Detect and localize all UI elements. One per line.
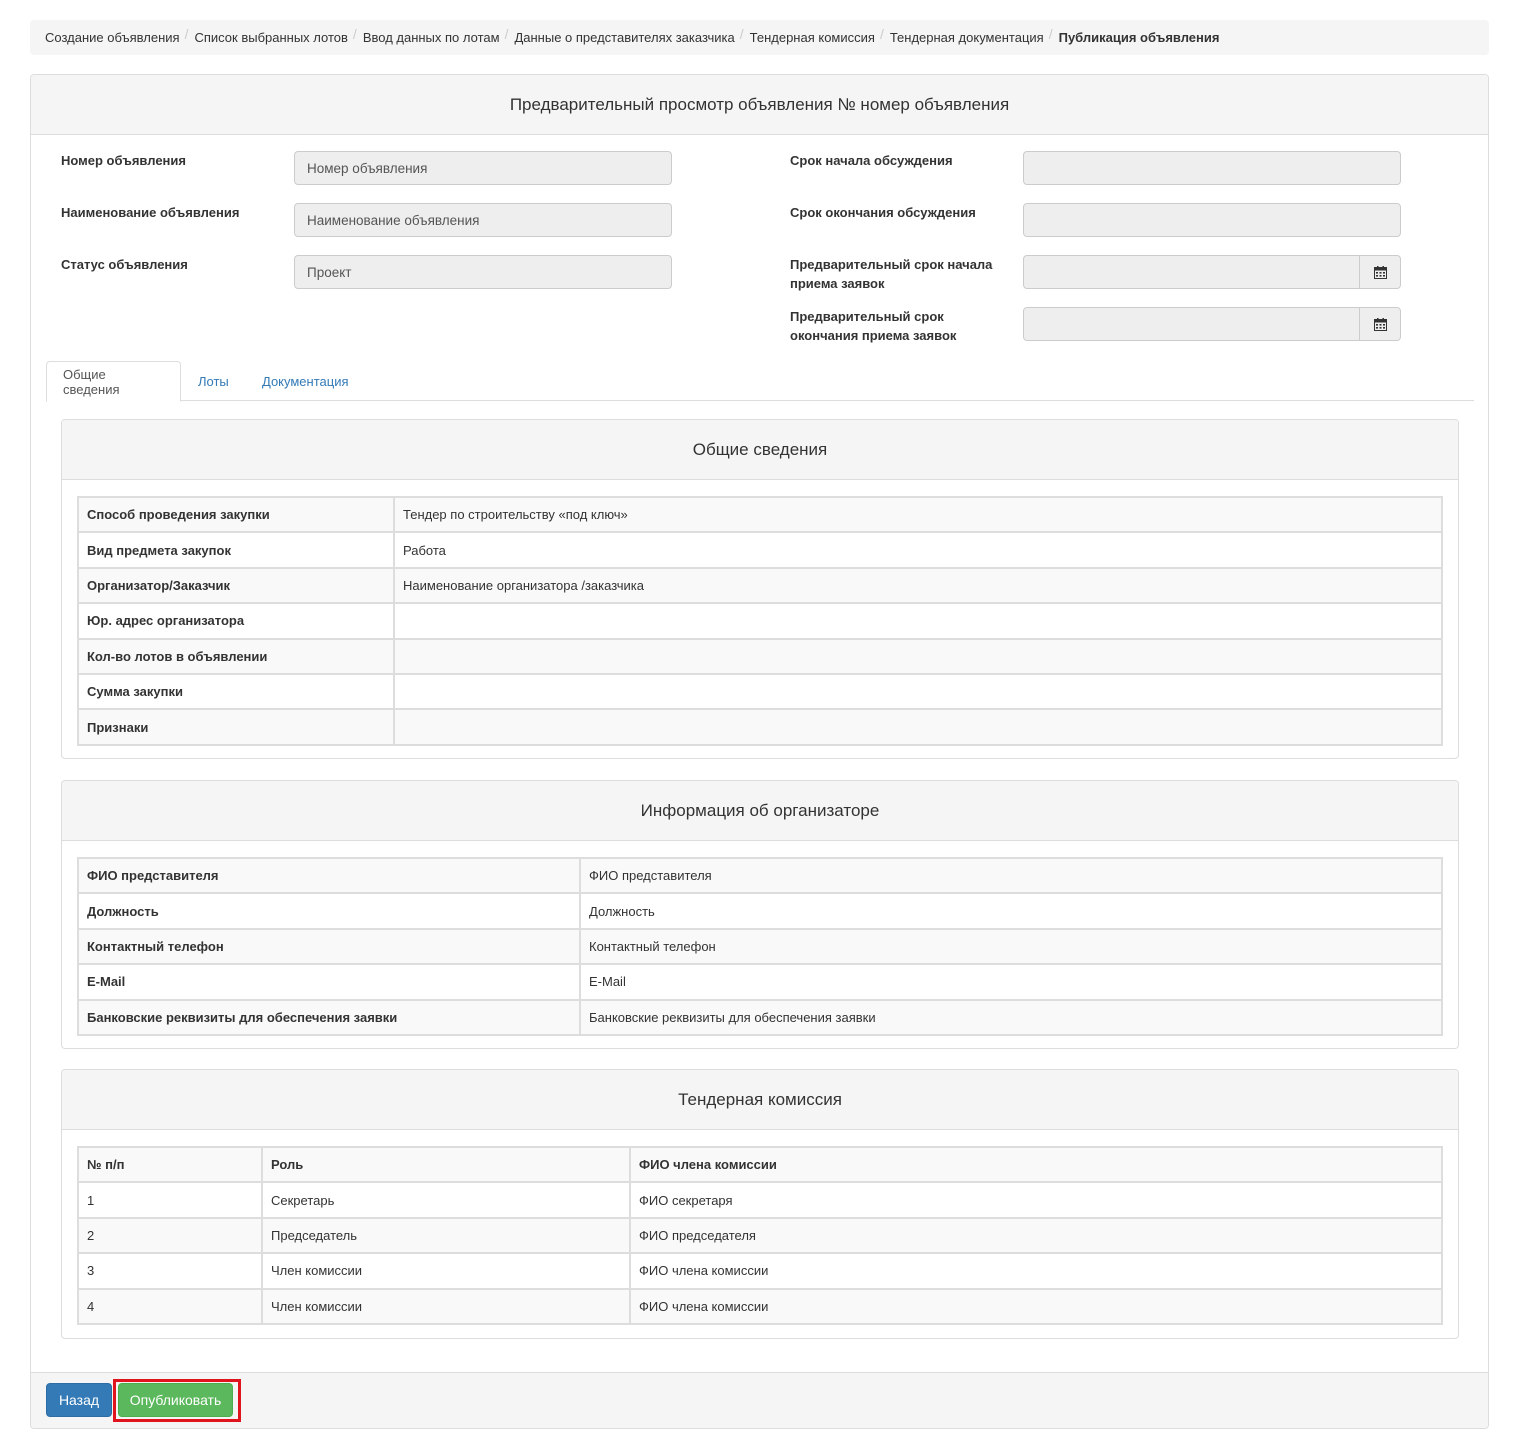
page-title: Предварительный просмотр объявления № номер объявления xyxy=(31,75,1488,135)
breadcrumb-step-selected-lots[interactable]: Список выбранных лотов xyxy=(194,30,348,45)
organizer-info-table xyxy=(77,857,1443,1036)
row-label: Сумма закупки xyxy=(78,674,394,709)
row-value: Тендер по строительству «под ключ» xyxy=(394,497,1442,532)
publish-button[interactable]: Опубликовать xyxy=(118,1383,233,1417)
row-label: Должность xyxy=(78,893,580,928)
table-row xyxy=(78,532,1442,567)
pre-start-calendar-button[interactable] xyxy=(1360,255,1401,289)
general-info-table xyxy=(77,496,1443,746)
tab-bar xyxy=(46,361,1474,401)
breadcrumb-step-documentation[interactable]: Тендерная документация xyxy=(889,30,1044,45)
row-label: Способ проведения закупки xyxy=(78,497,394,532)
cell-member-name: ФИО председателя xyxy=(630,1218,1442,1253)
calendar-icon xyxy=(1374,318,1387,331)
row-value: E-Mail xyxy=(580,964,1442,999)
organizer-info-title: Информация об организаторе xyxy=(62,781,1458,841)
panel-footer xyxy=(31,1372,1488,1428)
pre-start-label-line2: приема заявок xyxy=(790,276,885,291)
row-value xyxy=(394,639,1442,674)
status-label: Статус объявления xyxy=(61,257,188,272)
general-info-panel xyxy=(61,419,1459,759)
table-header-row xyxy=(78,1147,1442,1182)
row-value: Контактный телефон xyxy=(580,929,1442,964)
breadcrumb-separator: / xyxy=(739,25,744,42)
table-row xyxy=(78,709,1442,744)
general-info-title: Общие сведения xyxy=(62,420,1458,480)
organizer-info-panel xyxy=(61,780,1459,1049)
row-label: E-Mail xyxy=(78,964,580,999)
discussion-end-field[interactable] xyxy=(1023,203,1401,237)
table-row xyxy=(78,674,1442,709)
column-header-number: № п/п xyxy=(78,1147,262,1182)
column-header-role: Роль xyxy=(262,1147,630,1182)
discussion-end-label: Срок окончания обсуждения xyxy=(790,205,976,220)
row-label: Юр. адрес организатора xyxy=(78,603,394,638)
tab-general[interactable]: Общие сведения xyxy=(46,361,181,402)
table-row xyxy=(78,964,1442,999)
cell-number: 1 xyxy=(78,1182,262,1217)
pre-end-label xyxy=(790,307,956,345)
table-row xyxy=(78,893,1442,928)
breadcrumb-separator: / xyxy=(1048,25,1053,42)
table-row xyxy=(78,639,1442,674)
cell-role: Член комиссии xyxy=(262,1253,630,1288)
row-label: Вид предмета закупок xyxy=(78,532,394,567)
row-value xyxy=(394,674,1442,709)
pre-start-label xyxy=(790,255,992,293)
column-header-member-name: ФИО члена комиссии xyxy=(630,1147,1442,1182)
pre-end-label-line2: окончания приема заявок xyxy=(790,328,957,343)
tender-commission-title: Тендерная комиссия xyxy=(62,1070,1458,1130)
table-row xyxy=(78,1182,1442,1217)
announcement-preview-panel xyxy=(30,74,1489,1429)
status-field[interactable]: Проект xyxy=(294,255,672,289)
breadcrumb-step-publish: Публикация объявления xyxy=(1058,30,1220,45)
row-value: Должность xyxy=(580,893,1442,928)
cell-role: Председатель xyxy=(262,1218,630,1253)
row-value: ФИО представителя xyxy=(580,858,1442,893)
row-value xyxy=(394,603,1442,638)
back-button[interactable]: Назад xyxy=(46,1383,112,1417)
cell-number: 3 xyxy=(78,1253,262,1288)
tab-documentation[interactable]: Документация xyxy=(262,373,349,389)
breadcrumb-separator: / xyxy=(352,25,357,42)
table-row xyxy=(78,1289,1442,1324)
cell-member-name: ФИО члена комиссии xyxy=(630,1289,1442,1324)
row-value: Работа xyxy=(394,532,1442,567)
breadcrumb-separator: / xyxy=(879,25,884,42)
number-label: Номер объявления xyxy=(61,153,186,168)
pre-end-calendar-button[interactable] xyxy=(1360,307,1401,341)
cell-number: 2 xyxy=(78,1218,262,1253)
cell-number: 4 xyxy=(78,1289,262,1324)
table-row xyxy=(78,929,1442,964)
row-label: Организатор/Заказчик xyxy=(78,568,394,603)
tender-commission-table xyxy=(77,1146,1443,1325)
pre-end-date-field[interactable] xyxy=(1023,307,1360,341)
breadcrumb-step-lot-data[interactable]: Ввод данных по лотам xyxy=(362,30,500,45)
row-label: Банковские реквизиты для обеспечения заявки xyxy=(78,1000,580,1035)
breadcrumb xyxy=(30,20,1489,55)
number-field[interactable]: Номер объявления xyxy=(294,151,672,185)
name-label: Наименование объявления xyxy=(61,205,240,220)
tender-commission-panel xyxy=(61,1069,1459,1339)
table-row xyxy=(78,603,1442,638)
tab-lots[interactable]: Лоты xyxy=(198,373,229,389)
row-label: Признаки xyxy=(78,709,394,744)
cell-role: Член комиссии xyxy=(262,1289,630,1324)
row-value xyxy=(394,709,1442,744)
pre-start-date-field[interactable] xyxy=(1023,255,1360,289)
table-row xyxy=(78,858,1442,893)
row-label: ФИО представителя xyxy=(78,858,580,893)
name-field[interactable]: Наименование объявления xyxy=(294,203,672,237)
table-row xyxy=(78,1253,1442,1288)
breadcrumb-step-customer-reps[interactable]: Данные о представителях заказчика xyxy=(514,30,735,45)
table-row xyxy=(78,497,1442,532)
row-label: Кол-во лотов в объявлении xyxy=(78,639,394,674)
row-label: Контактный телефон xyxy=(78,929,580,964)
table-row xyxy=(78,568,1442,603)
breadcrumb-step-create[interactable]: Создание объявления xyxy=(45,30,180,45)
discussion-start-label: Срок начала обсуждения xyxy=(790,153,953,168)
calendar-icon xyxy=(1374,266,1387,279)
pre-end-label-line1: Предварительный срок xyxy=(790,309,944,324)
table-row xyxy=(78,1218,1442,1253)
breadcrumb-separator: / xyxy=(184,25,189,42)
table-row xyxy=(78,1000,1442,1035)
discussion-start-field[interactable] xyxy=(1023,151,1401,185)
row-value: Наименование организатора /заказчика xyxy=(394,568,1442,603)
pre-start-label-line1: Предварительный срок начала xyxy=(790,257,993,272)
cell-role: Секретарь xyxy=(262,1182,630,1217)
cell-member-name: ФИО члена комиссии xyxy=(630,1253,1442,1288)
cell-member-name: ФИО секретаря xyxy=(630,1182,1442,1217)
breadcrumb-separator: / xyxy=(504,25,509,42)
breadcrumb-step-commission[interactable]: Тендерная комиссия xyxy=(749,30,875,45)
row-value: Банковские реквизиты для обеспечения заявки xyxy=(580,1000,1442,1035)
